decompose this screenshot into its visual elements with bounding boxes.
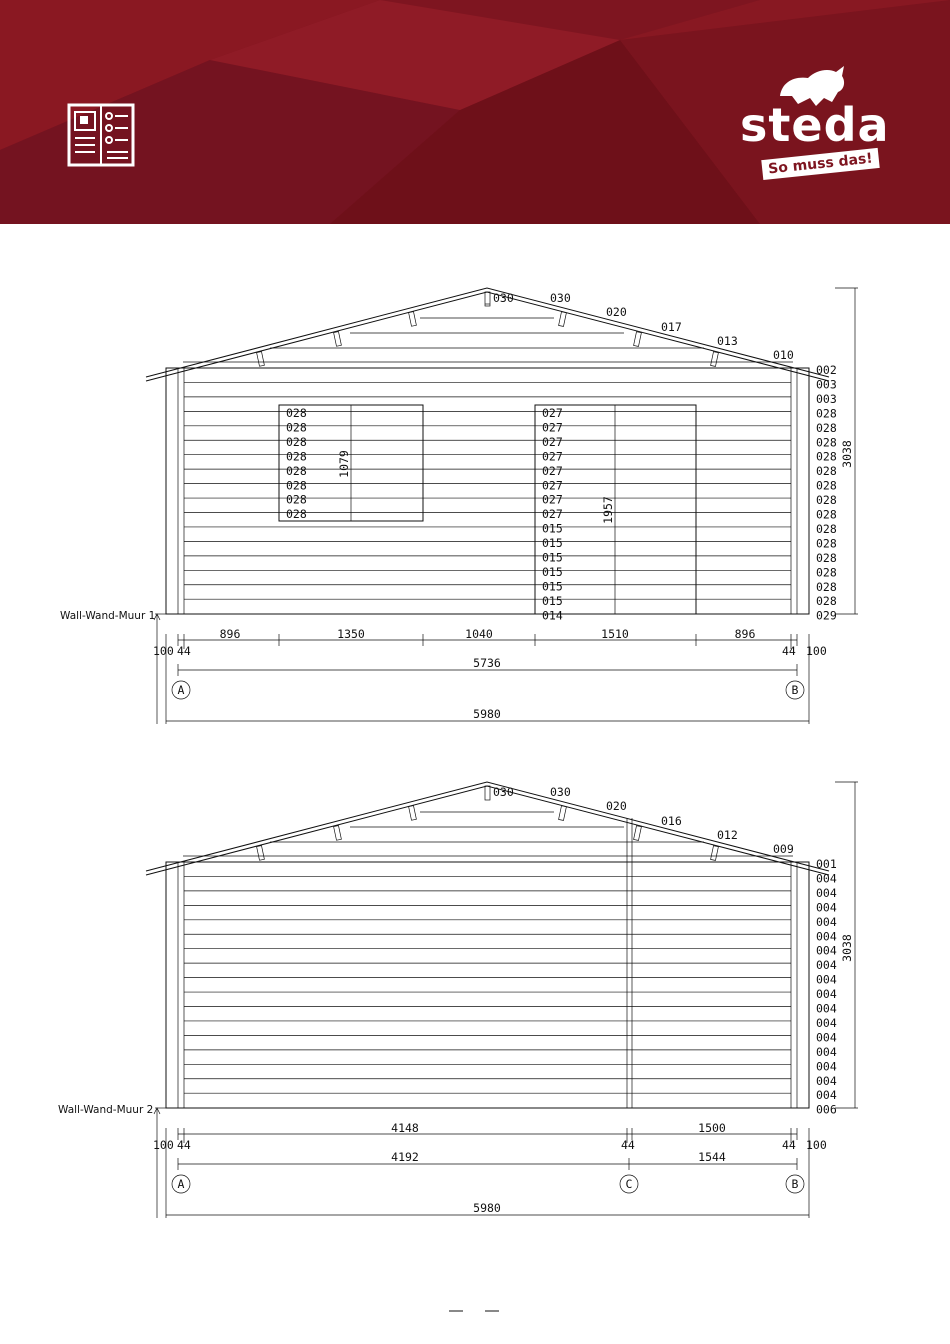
log-code: 027 [542, 478, 563, 493]
log-code: 015 [542, 564, 563, 579]
roof-purlins [257, 786, 719, 860]
log-code: 027 [542, 507, 563, 522]
offset-label: 100 [806, 1138, 827, 1152]
log-code: 028 [816, 493, 837, 507]
roof-label: 010 [773, 348, 794, 362]
segment-label: 1040 [465, 627, 493, 641]
log-code: 015 [542, 521, 563, 536]
page-footer-marks [449, 1310, 499, 1312]
inner-segment-label: 1544 [698, 1150, 726, 1164]
segment-label: 896 [219, 627, 241, 641]
log-code: 029 [816, 608, 837, 623]
elevation-2 [58, 782, 858, 1218]
brand-name: steda [740, 98, 890, 152]
offset-label: 100 [806, 644, 827, 658]
log-code: 004 [816, 900, 837, 915]
window-log-code-column [286, 406, 307, 521]
log-code: 028 [816, 579, 837, 594]
roof-label: 009 [773, 842, 794, 856]
log-code: 002 [816, 363, 837, 377]
log-code: 004 [816, 929, 837, 944]
log-code: 004 [816, 914, 837, 929]
technical-drawing [0, 224, 950, 1344]
axis-label: A [177, 1177, 185, 1191]
roof-label: 030 [493, 291, 514, 305]
offset-label: 100 [153, 644, 174, 658]
log-code: 028 [816, 464, 837, 479]
segment-label: 4148 [391, 1121, 419, 1135]
roof-label: 013 [717, 334, 738, 348]
segment-label: 1500 [698, 1121, 726, 1135]
offset-label: 44 [782, 644, 796, 658]
log-code: 028 [286, 463, 307, 478]
log-code: 028 [816, 565, 837, 580]
log-code: 028 [816, 507, 837, 522]
log-code: 028 [816, 594, 837, 609]
log-code: 028 [286, 478, 307, 493]
roof-label: 016 [661, 814, 682, 828]
offset-label: 100 [153, 1138, 174, 1152]
roof-label: 020 [606, 305, 627, 319]
inner-segment-label: 4192 [391, 1150, 419, 1164]
inner-width-label: 5736 [473, 656, 501, 670]
log-code: 028 [816, 550, 837, 565]
offset-label: 44 [782, 1138, 796, 1152]
wall-body [166, 368, 809, 614]
wall-log-lines [184, 876, 791, 1093]
log-code: 028 [286, 420, 307, 435]
log-code: 004 [816, 1073, 837, 1088]
brand-slogan: So muss das! [761, 148, 879, 180]
log-code: 027 [542, 492, 563, 507]
wall-label: Wall-Wand-Muur 1 [60, 610, 156, 622]
log-code: 004 [816, 1059, 837, 1074]
roof-label: 030 [550, 291, 571, 305]
door-height-label: 1957 [601, 496, 615, 524]
segment-label: 1350 [337, 627, 365, 641]
roof-label: 012 [717, 828, 738, 842]
log-code: 004 [816, 1015, 837, 1030]
axis-label: C [625, 1177, 633, 1191]
log-code: 004 [816, 1044, 837, 1059]
log-code: 028 [286, 434, 307, 449]
log-code: 028 [816, 406, 837, 421]
steda-logo [732, 62, 892, 187]
total-height-label: 3038 [840, 934, 854, 962]
total-width-label: 5980 [473, 707, 501, 721]
log-code: 028 [816, 521, 837, 536]
offset-label: 44 [177, 1138, 191, 1152]
roof-label: 030 [493, 785, 514, 799]
segment-label: 1510 [601, 627, 629, 641]
log-code: 006 [816, 1102, 837, 1117]
log-code: 028 [816, 420, 837, 435]
offset-label: 44 [621, 1138, 635, 1152]
log-code: 027 [542, 406, 563, 420]
log-code: 028 [816, 449, 837, 464]
log-code: 027 [542, 434, 563, 449]
roof-label: 020 [606, 799, 627, 813]
log-code: 004 [816, 871, 837, 886]
wall-body [166, 862, 809, 1108]
segment-label: 896 [734, 627, 756, 641]
elevation-1 [60, 288, 858, 724]
axis-label: B [791, 1177, 799, 1191]
axis-label: B [791, 683, 799, 697]
log-code: 004 [816, 1030, 837, 1045]
offset-label: 44 [177, 644, 191, 658]
roof-outline [146, 782, 829, 871]
log-code: 015 [542, 593, 563, 608]
total-width-label: 5980 [473, 1201, 501, 1215]
log-code: 028 [816, 478, 837, 493]
total-height-label: 3038 [840, 440, 854, 468]
log-code: 004 [816, 972, 837, 987]
door-log-code-column [542, 406, 563, 622]
log-code: 028 [286, 406, 307, 420]
document-icon [66, 102, 136, 168]
right-log-code-column [816, 857, 837, 1117]
log-code: 015 [542, 579, 563, 594]
log-code: 003 [816, 377, 837, 392]
log-code: 004 [816, 885, 837, 900]
roof-purlins [257, 292, 719, 366]
log-code: 027 [542, 449, 563, 464]
log-code: 004 [816, 1001, 837, 1016]
log-code: 027 [542, 420, 563, 435]
log-code: 028 [816, 536, 837, 551]
wall-log-lines [184, 382, 791, 599]
axis-label: A [177, 683, 185, 697]
roof-outline [146, 288, 829, 377]
roof-label: 017 [661, 320, 682, 334]
log-code: 015 [542, 550, 563, 565]
log-code: 004 [816, 943, 837, 958]
log-code: 028 [816, 435, 837, 450]
header-banner [0, 0, 950, 224]
log-code: 014 [542, 608, 563, 623]
log-code: 003 [816, 391, 837, 406]
log-code: 028 [286, 492, 307, 507]
log-code: 028 [286, 449, 307, 464]
log-code: 004 [816, 958, 837, 973]
wall-label: Wall-Wand-Muur 2 [58, 1104, 154, 1116]
log-code: 027 [542, 463, 563, 478]
log-code: 028 [286, 507, 307, 522]
window-height-label: 1079 [337, 450, 351, 478]
right-log-code-column [816, 363, 837, 623]
log-code: 001 [816, 857, 837, 871]
roof-label: 030 [550, 785, 571, 799]
log-code: 015 [542, 536, 563, 550]
log-code: 004 [816, 1088, 837, 1103]
log-code: 004 [816, 987, 837, 1001]
